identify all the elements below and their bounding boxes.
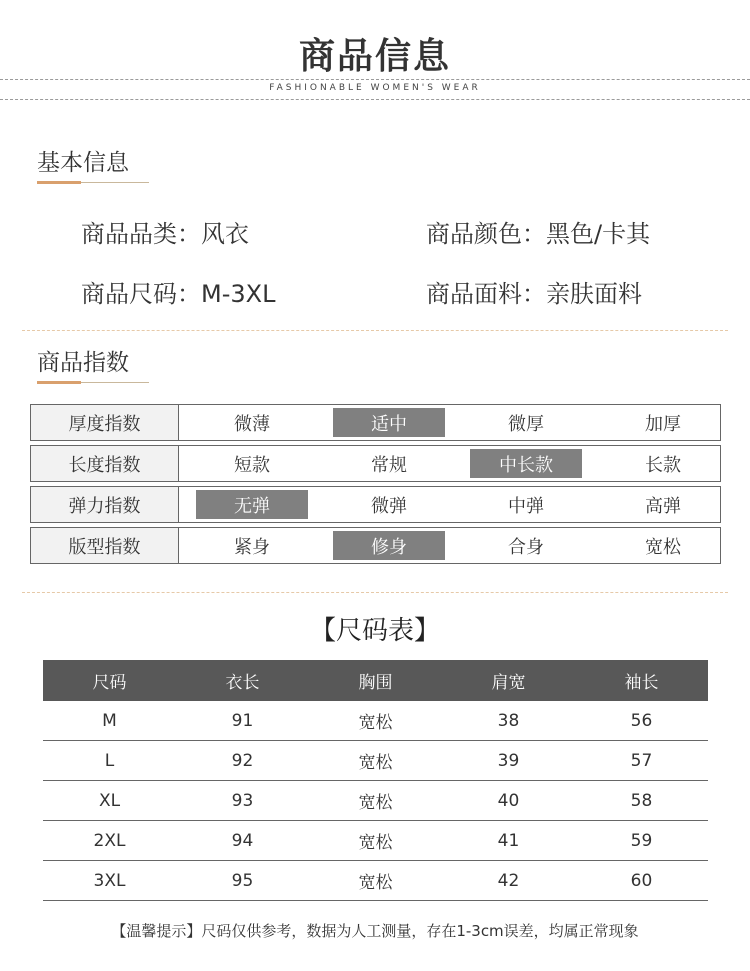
index-row-label: 弹力指数 [31, 487, 179, 522]
info-key: 商品尺码 ： [81, 280, 201, 308]
index-option: 紧身 [234, 536, 270, 558]
table-cell: 91 [231, 710, 254, 731]
table-cell: 59 [630, 830, 653, 851]
page-title: 商品信息 [298, 35, 451, 77]
header-dashed-line-top [0, 79, 750, 80]
index-row-label: 版型指数 [31, 528, 179, 563]
table-cell: 宽松 [358, 753, 393, 773]
column-header: 肩宽 [491, 673, 526, 693]
index-option: 加厚 [645, 413, 681, 435]
index-option: 微弹 [371, 495, 407, 517]
column-header: 尺码 [92, 673, 127, 693]
table-row [43, 741, 708, 781]
info-value: M-3XL [201, 280, 276, 308]
index-row-label: 厚度指数 [31, 405, 179, 440]
size-tip-note: 【温馨提示】尺码仅供参考，数据为人工测量，存在1-3cm误差，均属正常现象 [111, 922, 639, 940]
index-option-selected: 中长款 [470, 449, 582, 478]
table-cell: 38 [497, 710, 520, 731]
table-row [43, 821, 708, 861]
size-chart-title: 【尺码表】 [309, 616, 440, 646]
index-option: 合身 [508, 536, 544, 558]
index-row-fit [30, 527, 721, 564]
table-cell: 宽松 [358, 793, 393, 813]
table-cell: L [104, 750, 115, 771]
info-category [81, 214, 249, 249]
info-key: 商品颜色 ： [426, 220, 546, 248]
section-divider [22, 330, 728, 331]
table-cell: 94 [231, 830, 254, 851]
table-cell: 56 [630, 710, 653, 731]
table-cell: 2XL [93, 830, 126, 851]
info-key: 商品品类 ： [81, 220, 201, 248]
table-cell: 57 [630, 750, 653, 771]
table-cell: 3XL [93, 870, 126, 891]
index-option: 宽松 [645, 536, 681, 558]
index-row-thickness [30, 404, 721, 441]
table-cell: 42 [497, 870, 520, 891]
index-row-label: 长度指数 [31, 446, 179, 481]
table-cell: 95 [231, 870, 254, 891]
basic-info-heading [37, 148, 149, 178]
table-row [43, 701, 708, 741]
size-chart-table [43, 660, 708, 901]
index-option: 微薄 [234, 413, 270, 435]
table-cell: 60 [630, 870, 653, 891]
product-index-heading [37, 348, 149, 378]
info-value: 黑色/卡其 [546, 220, 651, 248]
table-cell: 宽松 [358, 873, 393, 893]
table-cell: 39 [497, 750, 520, 771]
info-key: 商品面料 ： [426, 280, 546, 308]
column-header: 胸围 [358, 673, 393, 693]
index-option-selected: 修身 [333, 531, 445, 560]
column-header: 衣长 [225, 673, 260, 693]
index-option: 长款 [645, 454, 681, 476]
table-cell: 92 [231, 750, 254, 771]
index-option: 常规 [371, 454, 407, 476]
info-size [81, 274, 275, 309]
heading-accent-bar [37, 381, 81, 384]
info-value: 风衣 [201, 220, 249, 248]
size-chart-header [43, 660, 708, 701]
index-row-length [30, 445, 721, 482]
table-cell: M [102, 710, 117, 731]
index-option-selected: 适中 [333, 408, 445, 437]
table-cell: 40 [497, 790, 520, 811]
table-cell: 41 [497, 830, 520, 851]
table-cell: 宽松 [358, 833, 393, 853]
index-option-selected: 无弹 [196, 490, 308, 519]
info-color [426, 214, 650, 249]
basic-info-heading-label: 基本信息 [37, 150, 129, 176]
header-dashed-line-bottom [0, 99, 750, 100]
page-subtitle: FASHIONABLE WOMEN'S WEAR [269, 83, 481, 93]
column-header: 袖长 [624, 673, 659, 693]
index-option: 微厚 [508, 413, 544, 435]
info-fabric [426, 274, 642, 309]
info-value: 亲肤面料 [546, 280, 642, 308]
table-row [43, 861, 708, 901]
product-index-heading-label: 商品指数 [37, 350, 129, 376]
index-row-elasticity [30, 486, 721, 523]
index-option: 高弹 [645, 495, 681, 517]
table-cell: XL [98, 790, 121, 811]
index-option: 短款 [234, 454, 270, 476]
table-cell: 93 [231, 790, 254, 811]
heading-accent-bar [37, 181, 81, 184]
section-divider [22, 592, 728, 593]
table-row [43, 781, 708, 821]
index-option: 中弹 [508, 495, 544, 517]
table-cell: 58 [630, 790, 653, 811]
table-cell: 宽松 [358, 713, 393, 733]
